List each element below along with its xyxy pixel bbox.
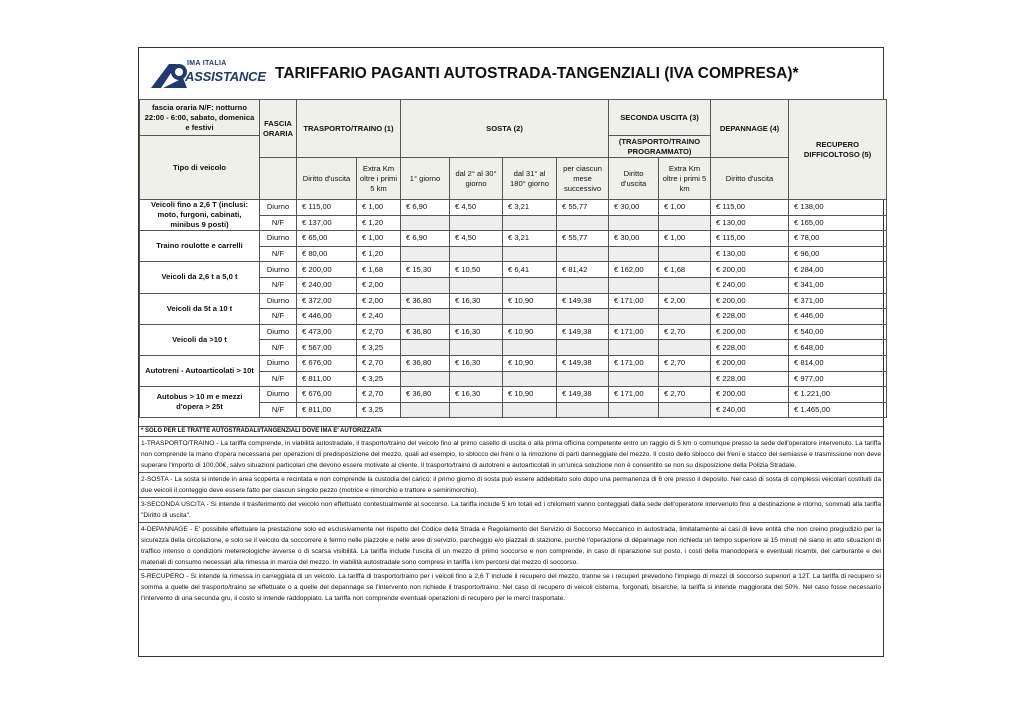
tariff-cell: € 149,38 — [557, 293, 609, 309]
tariff-cell — [503, 215, 557, 231]
fascia-cell: N/F — [260, 277, 297, 293]
dal-2-header: dal 2° al 30° giorno — [450, 158, 503, 200]
tariff-cell: € 1,00 — [659, 200, 711, 216]
fascia-cell: Diurno — [260, 324, 297, 340]
notes — [139, 426, 883, 605]
tariff-cell: € 162,00 — [609, 262, 659, 278]
table-row — [140, 355, 887, 371]
tariff-cell: € 200,00 — [711, 293, 789, 309]
tariff-cell: € 115,00 — [711, 231, 789, 247]
tariff-cell — [557, 215, 609, 231]
dal-31-header: dal 31° al 180° giorno — [503, 158, 557, 200]
tariff-cell: € 137,00 — [297, 215, 357, 231]
tariff-cell: € 65,00 — [297, 231, 357, 247]
tariff-cell: € 10,50 — [450, 262, 503, 278]
fascia-cell: N/F — [260, 309, 297, 325]
programmato-header: (TRASPORTO/TRAINO PROGRAMMATO) — [609, 136, 711, 158]
fascia-note: fascia oraria N/F: notturno 22:00 - 6:00, sabato, domenica e festivi — [140, 100, 260, 136]
tariff-cell: € 55,77 — [557, 231, 609, 247]
tariff-cell: € 1,00 — [357, 231, 401, 247]
tariff-cell: € 171,00 — [609, 355, 659, 371]
tariff-cell — [503, 246, 557, 262]
tariff-cell — [609, 246, 659, 262]
tariff-cell: € 78,00 — [789, 231, 887, 247]
tariff-cell: € 2,70 — [357, 387, 401, 403]
tariff-cell: € 200,00 — [711, 262, 789, 278]
tariff-cell: € 2,00 — [659, 293, 711, 309]
tariff-cell — [503, 340, 557, 356]
tariff-cell — [401, 215, 450, 231]
note-seconda-uscita: 3-SECONDA USCITA - Si intende il trasferimento del veicolo non effettuato contestualmente al soccorso. La tariffa include 5 km totali ed i chilometri vanno conteggiati dalla sede dell'operatore intervenuto fino a destinazione e ritorno, sommati alla tariffa "Diritto di uscita". — [139, 498, 883, 523]
tariff-cell: € 676,00 — [297, 355, 357, 371]
table-row — [140, 231, 887, 247]
logo-main-text: ASSISTANCE — [185, 69, 266, 84]
tariff-cell: € 30,00 — [609, 231, 659, 247]
tariff-cell — [401, 371, 450, 387]
tariff-cell — [659, 246, 711, 262]
tariff-cell: € 200,00 — [711, 387, 789, 403]
tariff-cell — [401, 309, 450, 325]
tariff-cell: € 16,30 — [450, 293, 503, 309]
tariff-cell: € 811,00 — [297, 371, 357, 387]
tariff-cell: € 10,90 — [503, 324, 557, 340]
tariff-cell: € 2,70 — [357, 355, 401, 371]
note-trasporto: 1-TRASPORTO/TRAINO - La tariffa comprende, in viabilità autostradale, il trasporto/traino del veicolo fino al primo casello di uscita o alla prima officina competente entro un raggio di 5 km o comunque presso la sede dell'operatore intervenuto. La tariffa non comprende la mano d'opera necessaria per operazioni di predisposizione del mezzo, quali ad esempio, lo sblocco dei freni o la rimozione di parti danneggiate del mezzo. Il costo dello sblocco dei freni e stacco del semiasse e trasmissione non deve superare l'importo di 100,00€, salvo situazioni particolari che devono essere motivate al cliente. Il trasporto/traino di autotreni e autoarticolati in un'unica soluzione non è consentito se non su disposizione della Polizia Stradale. — [139, 437, 883, 473]
tariff-cell — [557, 340, 609, 356]
tariff-cell: € 3,25 — [357, 402, 401, 418]
tariff-cell — [659, 371, 711, 387]
tariff-cell: € 115,00 — [297, 200, 357, 216]
tariff-cell: € 55,77 — [557, 200, 609, 216]
tariff-cell: € 1,20 — [357, 215, 401, 231]
tariff-cell — [450, 215, 503, 231]
tariff-cell — [609, 371, 659, 387]
tariff-cell — [609, 215, 659, 231]
note-star: * SOLO PER LE TRATTE AUTOSTRADALI/TANGENZIALI DOVE IMA E' AUTORIZZATA — [139, 426, 883, 437]
vehicle-type-cell: Veicoli fino a 2,6 T (inclusi: moto, furgoni, cabinati, minibus 9 posti) — [140, 200, 260, 231]
ima-assistance-logo — [149, 58, 266, 92]
depannage-header: DEPANNAGE (4) — [711, 100, 789, 158]
fascia-cell: Diurno — [260, 262, 297, 278]
tariff-body — [140, 200, 887, 418]
tariff-cell — [401, 246, 450, 262]
tariff-cell: € 240,00 — [297, 277, 357, 293]
tariff-cell — [659, 402, 711, 418]
tariff-cell — [503, 309, 557, 325]
tariff-cell: € 4,50 — [450, 200, 503, 216]
diritto-uscita-2-header: Diritto d'uscita — [609, 158, 659, 200]
vehicle-type-cell: Autobus > 10 m e mezzi d'opera > 25t — [140, 387, 260, 418]
tariff-cell — [503, 402, 557, 418]
fascia-cell: Diurno — [260, 293, 297, 309]
tariff-cell: € 171,00 — [609, 293, 659, 309]
tariff-cell — [557, 246, 609, 262]
fascia-cell: Diurno — [260, 200, 297, 216]
fascia-cell: N/F — [260, 246, 297, 262]
tariff-cell: € 2,00 — [357, 277, 401, 293]
tariff-cell — [401, 340, 450, 356]
tariff-cell: € 977,00 — [789, 371, 887, 387]
tariff-cell: € 648,00 — [789, 340, 887, 356]
tariff-cell — [450, 402, 503, 418]
fascia-oraria-header: FASCIA ORARIA — [260, 100, 297, 158]
tariff-cell — [609, 309, 659, 325]
tariff-cell: € 1,68 — [659, 262, 711, 278]
tariff-cell — [503, 371, 557, 387]
vehicle-type-cell: Veicoli da >10 t — [140, 324, 260, 355]
tariff-cell: € 4,50 — [450, 231, 503, 247]
tariff-cell: € 1.221,00 — [789, 387, 887, 403]
tariff-cell: € 284,00 — [789, 262, 887, 278]
fascia-cell: N/F — [260, 215, 297, 231]
tariff-cell: € 36,80 — [401, 387, 450, 403]
tariff-cell: € 10,90 — [503, 355, 557, 371]
tariff-cell: € 372,00 — [297, 293, 357, 309]
tariff-cell: € 6,41 — [503, 262, 557, 278]
tariff-cell — [557, 277, 609, 293]
vehicle-type-cell: Veicoli da 2,6 t a 5,0 t — [140, 262, 260, 293]
page-title: TARIFFARIO PAGANTI AUTOSTRADA-TANGENZIALI (IVA COMPRESA)* — [275, 65, 799, 82]
tariff-cell — [659, 309, 711, 325]
tariff-cell: € 811,00 — [297, 402, 357, 418]
primo-giorno-header: 1° giorno — [401, 158, 450, 200]
tariff-table — [139, 99, 887, 418]
tariff-cell — [450, 246, 503, 262]
tariff-cell: € 200,00 — [297, 262, 357, 278]
tariff-cell: € 3,21 — [503, 231, 557, 247]
tariff-cell — [609, 402, 659, 418]
tariff-cell: € 10,90 — [503, 387, 557, 403]
tariff-cell: € 36,80 — [401, 324, 450, 340]
tariff-cell: € 1,68 — [357, 262, 401, 278]
tariff-cell: € 2,70 — [357, 324, 401, 340]
tariff-cell — [557, 309, 609, 325]
fascia-cell: Diurno — [260, 355, 297, 371]
sosta-header: SOSTA (2) — [401, 100, 609, 158]
diritto-uscita-dep-header: Diritto d'uscita — [711, 158, 789, 200]
tariff-cell: € 30,00 — [609, 200, 659, 216]
vehicle-type-cell: Autotreni - Autoarticolati > 10t — [140, 355, 260, 386]
table-row — [140, 262, 887, 278]
tariff-cell: € 2,70 — [659, 355, 711, 371]
per-mese-header: per ciascun mese successivo — [557, 158, 609, 200]
fascia-cell: N/F — [260, 340, 297, 356]
tariff-cell: € 96,00 — [789, 246, 887, 262]
table-row — [140, 200, 887, 216]
logo-emblem-icon — [149, 60, 189, 90]
tariff-cell: € 149,38 — [557, 324, 609, 340]
header — [139, 48, 883, 100]
tariff-cell — [450, 340, 503, 356]
tariff-cell: € 228,00 — [711, 309, 789, 325]
tariff-cell: € 341,00 — [789, 277, 887, 293]
tariff-cell: € 171,00 — [609, 387, 659, 403]
tariff-cell: € 149,38 — [557, 355, 609, 371]
tariff-cell — [557, 402, 609, 418]
tariff-cell: € 16,30 — [450, 387, 503, 403]
tariff-cell: € 814,00 — [789, 355, 887, 371]
fascia-cell: N/F — [260, 371, 297, 387]
tariff-cell: € 3,21 — [503, 200, 557, 216]
tariff-cell: € 36,80 — [401, 293, 450, 309]
extra-km-2-header: Extra Km oltre i primi 5 km — [659, 158, 711, 200]
tariff-cell — [450, 277, 503, 293]
note-recupero: 5-RECUPERO - Si intende la rimessa in carreggiata di un veicolo. La tariffa di trasporto/traino per i veicoli fino a 2,6 T include il recupero del mezzo, tranne se i recuperi prevedono l'impiego di mezzi di soccorso superiori a 12T. La tariffa di recupero si somma a quelle del trasporto/traino se effettuate o a quelle del depannage se l'intervento non richiede il trasporto/traino. Nel caso di recupero di veicoli cisterna, furgonati, bisarche, la tariffa si intende maggiorata del 50%. Nel caso fosse necessario l'intervento di una seconda gru, il costo si intende raddoppiato. La tariffa non comprende eventuali operazioni di recupero per le merci trasportate. — [141, 573, 881, 602]
table-row — [140, 293, 887, 309]
tariff-cell: € 15,30 — [401, 262, 450, 278]
tariff-cell: € 2,00 — [357, 293, 401, 309]
tariff-cell: € 1,20 — [357, 246, 401, 262]
table-row — [140, 324, 887, 340]
tariff-cell: € 130,00 — [711, 246, 789, 262]
tariff-cell: € 240,00 — [711, 277, 789, 293]
tariff-cell: € 6,90 — [401, 231, 450, 247]
tariff-cell: € 371,00 — [789, 293, 887, 309]
seconda-uscita-header: SECONDA USCITA (3) — [609, 100, 711, 136]
tariff-cell: € 567,00 — [297, 340, 357, 356]
note-sosta: 2-SOSTA - La sosta si intende in area scoperta e recintata e non comprende la custodia del carico: il primo giorno di sosta può essere addebitato solo dopo una permanenza di 6 ore presso il deposito. Nel caso di sosta di complessi veicolari costituiti da due veicoli il conteggio deve essere fatto per ciascun singolo pezzo (motrice e rimorchio e trattore e semirimorchio). — [139, 473, 883, 498]
tariff-cell: € 2,70 — [659, 387, 711, 403]
tariff-cell — [503, 277, 557, 293]
tariff-cell — [659, 215, 711, 231]
tariff-cell: € 36,80 — [401, 355, 450, 371]
fascia-empty — [260, 158, 297, 200]
fascia-cell: N/F — [260, 402, 297, 418]
tariff-cell — [401, 277, 450, 293]
tariff-cell: € 1,00 — [659, 231, 711, 247]
tariff-cell: € 149,38 — [557, 387, 609, 403]
note-depannage: 4-DEPANNAGE - E' possibile effettuare la prestazione solo ed esclusivamente nel rispetto del Codice della Strada e Regolamento del Servizio di Soccorso Meccanico in autostrada, limitatamente ai casi di lieve entità che non creino pregiudizio per la sicurezza della circolazione, e solo se il veicolo da soccorrere è fermo nelle piazzole e nelle aree di servizio, parcheggio e/o piazzali di stazione, purché l'operazione di dépannage non richieda un tempo superiore ai 15 minuti né siano in atto situazioni di traffico intenso o condizioni metereologiche avverse o di scarsa visibilità. La tariffa include l'uscita di un mezzo di primo soccorso e non comprende, in caso di riparazione sul posto, i costi della manodopera e eventuali ricambi, del carburante e dei materiali di consumo necessari alla rimessa in marcia del mezzo. In viabilità autostradale sono compresi in tariffa i km percorsi dal mezzo di soccorso. — [139, 523, 883, 570]
tariff-sheet — [138, 47, 884, 657]
tariff-cell: € 228,00 — [711, 340, 789, 356]
tariff-cell: € 446,00 — [789, 309, 887, 325]
tariff-cell: € 3,25 — [357, 340, 401, 356]
header-row-1 — [140, 100, 887, 136]
tariff-cell: € 446,00 — [297, 309, 357, 325]
vehicle-type-cell: Veicoli da 5t a 10 t — [140, 293, 260, 324]
tariff-cell: € 540,00 — [789, 324, 887, 340]
vehicle-type-cell: Traino roulotte e carrelli — [140, 231, 260, 262]
tariff-cell: € 240,00 — [711, 402, 789, 418]
trasporto-header: TRASPORTO/TRAINO (1) — [297, 100, 401, 158]
tariff-cell: € 138,00 — [789, 200, 887, 216]
tipo-veicolo-header: Tipo di veicolo — [140, 136, 260, 200]
tariff-cell: € 165,00 — [789, 215, 887, 231]
fascia-cell: Diurno — [260, 387, 297, 403]
recupero-header: RECUPERO DIFFICOLTOSO (5) — [789, 100, 887, 200]
fascia-cell: Diurno — [260, 231, 297, 247]
tariff-cell: € 81,42 — [557, 262, 609, 278]
tariff-cell: € 6,90 — [401, 200, 450, 216]
tariff-cell: € 1,00 — [357, 200, 401, 216]
tariff-cell — [450, 371, 503, 387]
diritto-uscita-header: Diritto d'uscita — [297, 158, 357, 200]
table-row — [140, 387, 887, 403]
tariff-cell — [609, 340, 659, 356]
tariff-cell: € 80,00 — [297, 246, 357, 262]
tariff-cell — [609, 277, 659, 293]
tariff-cell: € 3,25 — [357, 371, 401, 387]
tariff-cell: € 676,00 — [297, 387, 357, 403]
tariff-cell — [401, 402, 450, 418]
tariff-cell: € 10,90 — [503, 293, 557, 309]
tariff-cell — [659, 277, 711, 293]
tariff-cell: € 2,40 — [357, 309, 401, 325]
tariff-cell: € 16,30 — [450, 355, 503, 371]
tariff-cell: € 130,00 — [711, 215, 789, 231]
tariff-cell: € 16,30 — [450, 324, 503, 340]
tariff-cell: € 473,00 — [297, 324, 357, 340]
tariff-cell — [450, 309, 503, 325]
tariff-cell: € 200,00 — [711, 324, 789, 340]
tariff-cell: € 200,00 — [711, 355, 789, 371]
tariff-cell — [659, 340, 711, 356]
tariff-cell: € 2,70 — [659, 324, 711, 340]
logo-top-text: IMA ITALIA — [187, 60, 227, 67]
extra-km-header: Extra Km oltre i primi 5 km — [357, 158, 401, 200]
tariff-cell: € 228,00 — [711, 371, 789, 387]
tariff-cell — [557, 371, 609, 387]
tariff-cell: € 115,00 — [711, 200, 789, 216]
tariff-cell: € 1.465,00 — [789, 402, 887, 418]
tariff-cell: € 171,00 — [609, 324, 659, 340]
